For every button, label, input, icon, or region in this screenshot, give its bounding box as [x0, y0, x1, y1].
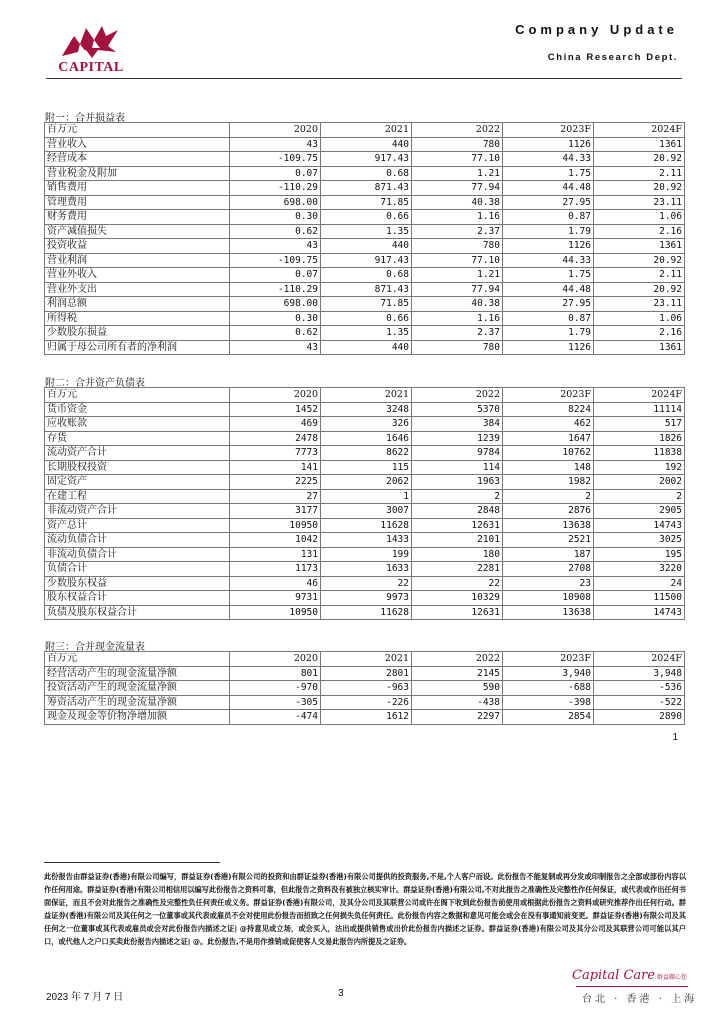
income-statement-table [44, 122, 685, 355]
value-cell: 0.87 [503, 311, 594, 326]
value-cell: 1612 [321, 710, 412, 725]
value-cell: 10329 [412, 591, 503, 606]
column-header: 2022 [412, 652, 503, 667]
table-row [45, 489, 685, 504]
value-cell: -398 [503, 695, 594, 710]
table-row [45, 417, 685, 432]
value-cell: 1.79 [503, 224, 594, 239]
row-label: 流动资产合计 [45, 446, 230, 461]
value-cell: 7773 [230, 446, 321, 461]
value-cell: 2890 [594, 710, 685, 725]
value-cell: 131 [230, 547, 321, 562]
value-cell: 0.66 [321, 210, 412, 225]
value-cell: -970 [230, 681, 321, 696]
row-label: 应收账款 [45, 417, 230, 432]
table-row [45, 576, 685, 591]
value-cell: 43 [230, 340, 321, 355]
value-cell: 1126 [503, 340, 594, 355]
value-cell: 11114 [594, 402, 685, 417]
table-row [45, 181, 685, 196]
value-cell: 780 [412, 340, 503, 355]
value-cell: 3025 [594, 533, 685, 548]
row-label: 营业税金及附加 [45, 166, 230, 181]
balance-sheet-title: 附二：合并资产负债表 [45, 378, 145, 389]
table-row [45, 666, 685, 681]
value-cell: 2.16 [594, 224, 685, 239]
value-cell: 326 [321, 417, 412, 432]
table-row [45, 547, 685, 562]
table-row [45, 152, 685, 167]
value-cell: 1.21 [412, 268, 503, 283]
table-row [45, 518, 685, 533]
value-cell: -536 [594, 681, 685, 696]
row-label: 经营成本 [45, 152, 230, 167]
column-header: 2021 [321, 123, 412, 138]
value-cell: 0.30 [230, 311, 321, 326]
value-cell: 9784 [412, 446, 503, 461]
value-cell: 2.16 [594, 326, 685, 341]
value-cell: 1 [321, 489, 412, 504]
value-cell: 20.92 [594, 282, 685, 297]
value-cell: 115 [321, 460, 412, 475]
value-cell: 1.16 [412, 210, 503, 225]
row-label: 营业外收入 [45, 268, 230, 283]
value-cell: 1.75 [503, 268, 594, 283]
table-row [45, 460, 685, 475]
value-cell: 10950 [230, 605, 321, 620]
value-cell: 20.92 [594, 181, 685, 196]
value-cell: 3177 [230, 504, 321, 519]
value-cell: -522 [594, 695, 685, 710]
value-cell: 1361 [594, 137, 685, 152]
column-header: 2024F [594, 388, 685, 403]
value-cell: 5370 [412, 402, 503, 417]
value-cell: 11500 [594, 591, 685, 606]
row-label: 财务费用 [45, 210, 230, 225]
value-cell: 14743 [594, 518, 685, 533]
table-row [45, 297, 685, 312]
value-cell: 1.06 [594, 311, 685, 326]
table-row [45, 326, 685, 341]
value-cell: 917.43 [321, 253, 412, 268]
row-label: 投资活动产生的现金流量净额 [45, 681, 230, 696]
value-cell: 2521 [503, 533, 594, 548]
cashflow-header-row [45, 652, 685, 667]
page-number: 3 [338, 988, 344, 999]
table-row [45, 340, 685, 355]
value-cell: 780 [412, 137, 503, 152]
value-cell: 0.30 [230, 210, 321, 225]
column-header: 2020 [230, 652, 321, 667]
value-cell: 1361 [594, 239, 685, 254]
value-cell: 3220 [594, 562, 685, 577]
table-row [45, 253, 685, 268]
row-label: 非流动负债合计 [45, 547, 230, 562]
value-cell: 698.00 [230, 195, 321, 210]
value-cell: 801 [230, 666, 321, 681]
value-cell: 44.33 [503, 253, 594, 268]
value-cell: 27 [230, 489, 321, 504]
value-cell: 141 [230, 460, 321, 475]
column-header: 2023F [503, 388, 594, 403]
value-cell: 0.07 [230, 166, 321, 181]
value-cell: 1.75 [503, 166, 594, 181]
value-cell: 1042 [230, 533, 321, 548]
value-cell: 3,948 [594, 666, 685, 681]
value-cell: 71.85 [321, 297, 412, 312]
row-label: 负债合计 [45, 562, 230, 577]
value-cell: 2876 [503, 504, 594, 519]
value-cell: 44.48 [503, 181, 594, 196]
value-cell: 10950 [230, 518, 321, 533]
value-cell: 1.21 [412, 166, 503, 181]
value-cell: -963 [321, 681, 412, 696]
value-cell: 2 [594, 489, 685, 504]
value-cell: 1963 [412, 475, 503, 490]
value-cell: 1126 [503, 239, 594, 254]
value-cell: 12631 [412, 518, 503, 533]
value-cell: 23 [503, 576, 594, 591]
value-cell: 1433 [321, 533, 412, 548]
value-cell: 13638 [503, 605, 594, 620]
table-row [45, 562, 685, 577]
value-cell: 2 [503, 489, 594, 504]
value-cell: 77.94 [412, 181, 503, 196]
capital-care-script: Capital Care [572, 968, 656, 983]
row-label: 少数股东损益 [45, 326, 230, 341]
value-cell: 192 [594, 460, 685, 475]
value-cell: 13638 [503, 518, 594, 533]
value-cell: 1361 [594, 340, 685, 355]
value-cell: 3007 [321, 504, 412, 519]
table-row [45, 402, 685, 417]
value-cell: 2.37 [412, 326, 503, 341]
value-cell: 14743 [594, 605, 685, 620]
table-row [45, 224, 685, 239]
value-cell: 10762 [503, 446, 594, 461]
row-label: 营业外支出 [45, 282, 230, 297]
row-label: 管理费用 [45, 195, 230, 210]
table-row [45, 311, 685, 326]
value-cell: 27.95 [503, 195, 594, 210]
value-cell: -688 [503, 681, 594, 696]
value-cell: 1.35 [321, 326, 412, 341]
value-cell: 46 [230, 576, 321, 591]
footnote-divider [44, 862, 220, 863]
office-cities: 台北 · 香港 · 上海 [582, 994, 698, 1005]
row-label: 流动负债合计 [45, 533, 230, 548]
row-label: 销售费用 [45, 181, 230, 196]
value-cell: 2854 [503, 710, 594, 725]
row-label: 归属于母公司所有者的净利润 [45, 340, 230, 355]
unit-label: 百万元 [45, 123, 230, 138]
table-row [45, 268, 685, 283]
value-cell: 44.48 [503, 282, 594, 297]
value-cell: 0.66 [321, 311, 412, 326]
table-row [45, 239, 685, 254]
value-cell: 11628 [321, 605, 412, 620]
value-cell: 1646 [321, 431, 412, 446]
table-row [45, 475, 685, 490]
value-cell: 871.43 [321, 282, 412, 297]
row-label: 固定资产 [45, 475, 230, 490]
value-cell: 1.79 [503, 326, 594, 341]
table-row [45, 533, 685, 548]
value-cell: 44.33 [503, 152, 594, 167]
value-cell: 1.16 [412, 311, 503, 326]
row-label: 资产减值损失 [45, 224, 230, 239]
value-cell: 440 [321, 239, 412, 254]
value-cell: 71.85 [321, 195, 412, 210]
value-cell: 1173 [230, 562, 321, 577]
value-cell: 2062 [321, 475, 412, 490]
balance-header-row [45, 388, 685, 403]
value-cell: 2101 [412, 533, 503, 548]
column-header: 2023F [503, 123, 594, 138]
value-cell: 440 [321, 137, 412, 152]
value-cell: 0.62 [230, 326, 321, 341]
column-header: 2022 [412, 388, 503, 403]
value-cell: 2281 [412, 562, 503, 577]
value-cell: 9731 [230, 591, 321, 606]
row-label: 所得税 [45, 311, 230, 326]
row-label: 存货 [45, 431, 230, 446]
value-cell: 148 [503, 460, 594, 475]
table-row [45, 210, 685, 225]
capital-logo [46, 22, 136, 74]
value-cell: 27.95 [503, 297, 594, 312]
income-header-row [45, 123, 685, 138]
unit-label: 百万元 [45, 388, 230, 403]
value-cell: 0.68 [321, 268, 412, 283]
capital-care-subtitle: 群益關心您 [657, 974, 688, 981]
value-cell: 462 [503, 417, 594, 432]
value-cell: 780 [412, 239, 503, 254]
column-header: 2024F [594, 123, 685, 138]
value-cell: 2145 [412, 666, 503, 681]
value-cell: -109.75 [230, 152, 321, 167]
department: China Research Dept. [547, 52, 678, 63]
value-cell: 3248 [321, 402, 412, 417]
inner-page-number: 1 [672, 732, 678, 743]
value-cell: 199 [321, 547, 412, 562]
value-cell: 2 [412, 489, 503, 504]
value-cell: 22 [321, 576, 412, 591]
value-cell: 3,940 [503, 666, 594, 681]
report-type: Company Update [515, 22, 678, 37]
cash-flow-title: 附三：合并现金流量表 [45, 642, 145, 653]
column-header: 2024F [594, 652, 685, 667]
value-cell: 1633 [321, 562, 412, 577]
value-cell: 2297 [412, 710, 503, 725]
value-cell: 11838 [594, 446, 685, 461]
value-cell: 24 [594, 576, 685, 591]
value-cell: 40.38 [412, 195, 503, 210]
row-label: 非流动资产合计 [45, 504, 230, 519]
row-label: 在建工程 [45, 489, 230, 504]
value-cell: 8622 [321, 446, 412, 461]
value-cell: 11628 [321, 518, 412, 533]
value-cell: 517 [594, 417, 685, 432]
value-cell: -438 [412, 695, 503, 710]
value-cell: 0.62 [230, 224, 321, 239]
value-cell: -226 [321, 695, 412, 710]
value-cell: 40.38 [412, 297, 503, 312]
row-label: 营业收入 [45, 137, 230, 152]
table-row [45, 431, 685, 446]
table-row [45, 282, 685, 297]
report-date: 2023 年 7 月 7 日 [46, 992, 124, 1003]
value-cell: -110.29 [230, 181, 321, 196]
value-cell: 2905 [594, 504, 685, 519]
value-cell: 1647 [503, 431, 594, 446]
row-label: 货币资金 [45, 402, 230, 417]
column-header: 2020 [230, 123, 321, 138]
logo-text: CAPITAL [58, 60, 124, 75]
income-statement-title: 附一：合并损益表 [45, 113, 125, 124]
table-row [45, 710, 685, 725]
value-cell: 77.10 [412, 253, 503, 268]
value-cell: 1452 [230, 402, 321, 417]
disclaimer-text: 此份报告由群益证券(香港)有限公司编写，群益证券(香港)有限公司的投资和由群证益券(香港)有限公司提供的投资服务,不是,个人客户而设。此份报告不能复制或再分发或印制报告之全部或部份内容以作任何用途。群益证券(香港)有限公司相信用以编写此份报告之资料可靠，但此报告之资料没有被独立核实审计。群益证券(香港)有限公司,不对此报告之准确性及完整性作任何保证，或代表或作出任何书面保证，而且不会对此报告之准确性及完整性负任何责任或义务。群益证券(香港)有限公司，及其分公司及其联营公司或许在阁下收到此份报告前使用或根据此份报告之资料或研究推荐作出任何行动。群益证券(香港)有限公司及其任何之一位董事或其代表或雇员不会对使用此份报告而招致之任何损失负任何责任。此份报告内容之数据和意见可能会或会在没有事通知前变更。群益证券(香港)有限公司及其任何之一位董事或其代表或雇员或会对此份报告内描述之证| @持意见或立场，或会买入，沽出或提供销售或出价此份报告内描述之证券。群益证券(香港)有限公司及其分公司及其联营公司可能以其户口，或代他人之户口买卖此份报告内描述之证| @。此份报告,不是用作推销或促使客人交易此报告内所提及之证券。 [44, 872, 686, 946]
value-cell: 23.11 [594, 297, 685, 312]
column-header: 2023F [503, 652, 594, 667]
table-row [45, 137, 685, 152]
value-cell: 440 [321, 340, 412, 355]
value-cell: 22 [412, 576, 503, 591]
row-label: 经营活动产生的现金流量净额 [45, 666, 230, 681]
value-cell: 2.11 [594, 166, 685, 181]
value-cell: 195 [594, 547, 685, 562]
value-cell: 871.43 [321, 181, 412, 196]
value-cell: 77.10 [412, 152, 503, 167]
table-row [45, 504, 685, 519]
value-cell: -109.75 [230, 253, 321, 268]
table-row [45, 166, 685, 181]
value-cell: 469 [230, 417, 321, 432]
value-cell: 180 [412, 547, 503, 562]
table-row [45, 605, 685, 620]
table-row [45, 695, 685, 710]
value-cell: 20.92 [594, 152, 685, 167]
row-label: 筹资活动产生的现金流量净额 [45, 695, 230, 710]
value-cell: 8224 [503, 402, 594, 417]
column-header: 2021 [321, 652, 412, 667]
value-cell: -474 [230, 710, 321, 725]
value-cell: 2848 [412, 504, 503, 519]
value-cell: 77.94 [412, 282, 503, 297]
column-header: 2021 [321, 388, 412, 403]
header-divider [46, 78, 682, 79]
row-label: 长期股权投资 [45, 460, 230, 475]
value-cell: 2478 [230, 431, 321, 446]
value-cell: 10908 [503, 591, 594, 606]
table-row [45, 591, 685, 606]
row-label: 股东权益合计 [45, 591, 230, 606]
value-cell: 23.11 [594, 195, 685, 210]
value-cell: 43 [230, 239, 321, 254]
value-cell: 590 [412, 681, 503, 696]
brand-divider [576, 986, 688, 987]
row-label: 少数股东权益 [45, 576, 230, 591]
value-cell: 1826 [594, 431, 685, 446]
row-label: 利润总额 [45, 297, 230, 312]
value-cell: 0.68 [321, 166, 412, 181]
unit-label: 百万元 [45, 652, 230, 667]
row-label: 资产总计 [45, 518, 230, 533]
value-cell: 917.43 [321, 152, 412, 167]
value-cell: 384 [412, 417, 503, 432]
value-cell: 2.11 [594, 268, 685, 283]
value-cell: 114 [412, 460, 503, 475]
value-cell: 1239 [412, 431, 503, 446]
value-cell: 12631 [412, 605, 503, 620]
value-cell: -305 [230, 695, 321, 710]
value-cell: 2225 [230, 475, 321, 490]
capital-bird-logo-icon [56, 22, 126, 60]
value-cell: 2.37 [412, 224, 503, 239]
value-cell: 0.07 [230, 268, 321, 283]
value-cell: 43 [230, 137, 321, 152]
value-cell: 1.06 [594, 210, 685, 225]
column-header: 2020 [230, 388, 321, 403]
value-cell: 1982 [503, 475, 594, 490]
capital-care-brand [572, 964, 688, 984]
row-label: 现金及现金等价物净增加额 [45, 710, 230, 725]
value-cell: 2708 [503, 562, 594, 577]
value-cell: 9973 [321, 591, 412, 606]
value-cell: 1126 [503, 137, 594, 152]
value-cell: -110.29 [230, 282, 321, 297]
value-cell: 187 [503, 547, 594, 562]
value-cell: 0.87 [503, 210, 594, 225]
table-row [45, 195, 685, 210]
table-row [45, 681, 685, 696]
row-label: 负债及股东权益合计 [45, 605, 230, 620]
column-header: 2022 [412, 123, 503, 138]
balance-sheet-table [44, 387, 685, 620]
value-cell: 2801 [321, 666, 412, 681]
value-cell: 698.00 [230, 297, 321, 312]
value-cell: 1.35 [321, 224, 412, 239]
value-cell: 20.92 [594, 253, 685, 268]
cash-flow-table [44, 651, 685, 725]
row-label: 投资收益 [45, 239, 230, 254]
table-row [45, 446, 685, 461]
row-label: 营业利润 [45, 253, 230, 268]
value-cell: 2002 [594, 475, 685, 490]
